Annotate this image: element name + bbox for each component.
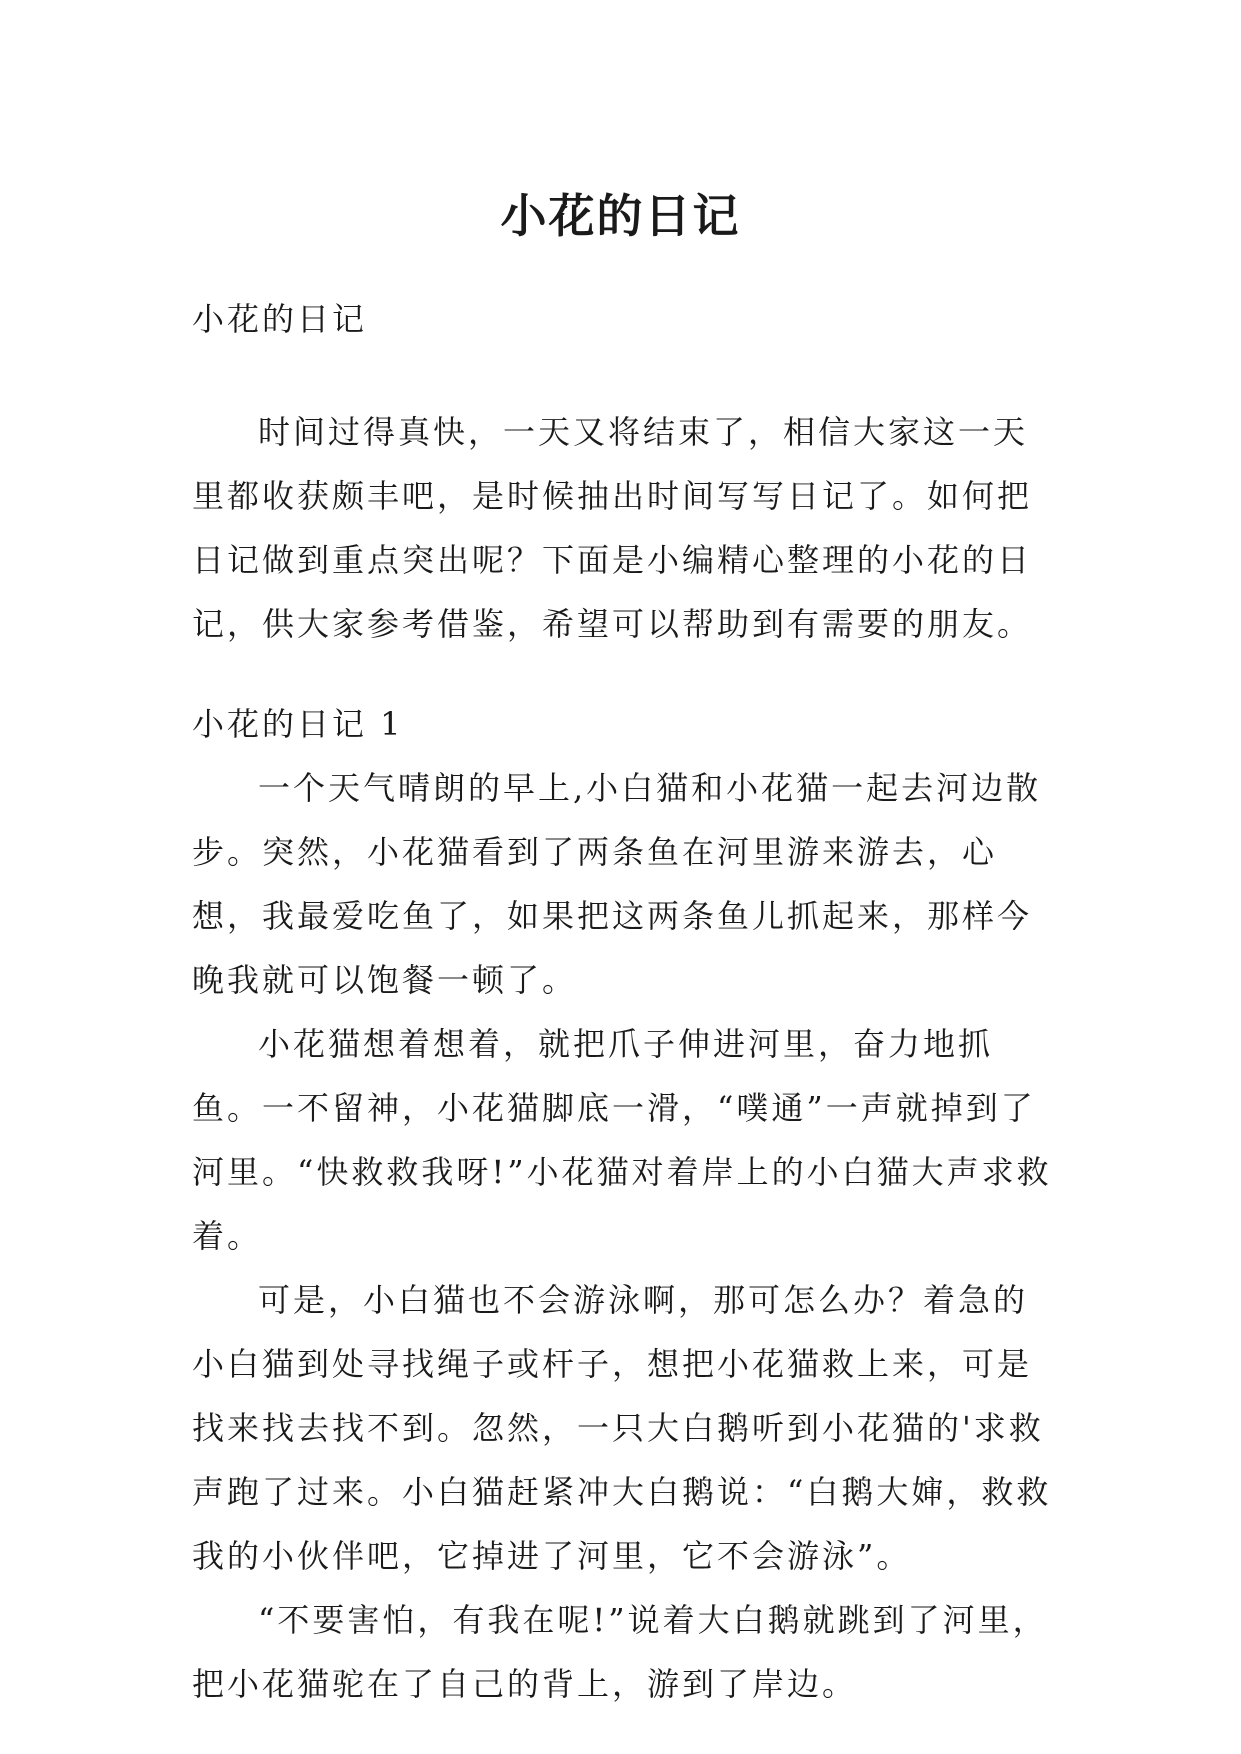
intro-paragraph: 时间过得真快，一天又将结束了，相信大家这一天里都收获颇丰吧，是时候抽出时间写写日记了。如何把日记做到重点突出呢？下面是小编精心整理的小花的日记，供大家参考借鉴，希望可以帮助到有需要的朋友。 — [192, 413, 1033, 643]
section-paragraph-3: 可是，小白猫也不会游泳啊，那可怎么办？着急的小白猫到处寻找绳子或杆子，想把小花猫救上来，可是找来找去找不到。忽然，一只大白鹅听到小花猫的'求救声跑了过来。小白猫赶紧冲大白鹅说：“白鹅大婶，救救我的小伙伴吧，它掉进了河里，它不会游泳”。 — [192, 1281, 1052, 1575]
document-subtitle — [192, 287, 1052, 351]
intro-block — [192, 400, 1052, 656]
subtitle-text: 小花的日记 — [192, 300, 368, 338]
section-heading: 小花的日记 1 — [192, 705, 404, 743]
section-paragraph-2: 小花猫想着想着，就把爪子伸进河里，奋力地抓鱼。一不留神，小花猫脚底一滑，“噗通”一声就掉到了河里。“快救救我呀!”小花猫对着岸上的小白猫大声求救着。 — [192, 1025, 1052, 1255]
diary-section-1 — [192, 692, 1052, 1716]
section-paragraph-4: “不要害怕，有我在呢!”说着大白鹅就跳到了河里，把小花猫驼在了自己的背上，游到了岸边。 — [192, 1601, 1048, 1703]
section-paragraph-1: 一个天气晴朗的早上,小白猫和小花猫一起去河边散步。突然，小花猫看到了两条鱼在河里游来游去，心想，我最爱吃鱼了，如果把这两条鱼儿抓起来，那样今晚我就可以饱餐一顿了。 — [192, 769, 1042, 999]
document-title: 小花的日记 — [500, 188, 741, 243]
